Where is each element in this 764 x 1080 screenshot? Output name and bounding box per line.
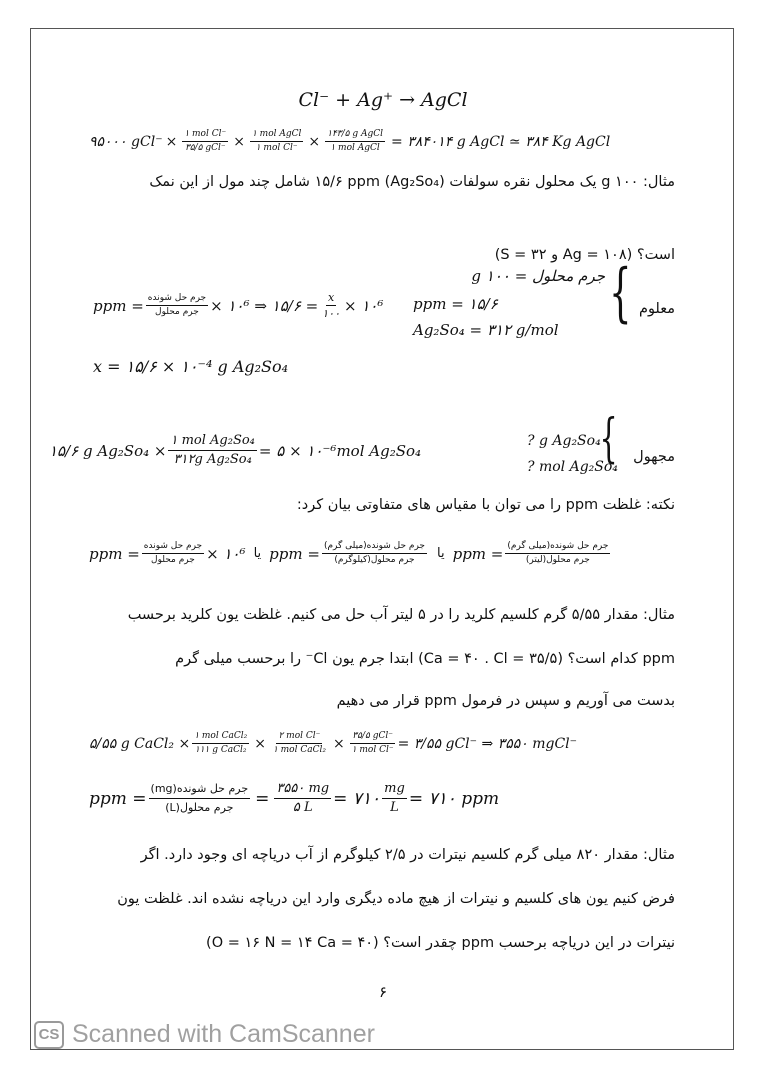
known-label: معلوم [638, 301, 675, 317]
document-page: Cl⁻ + Ag⁺ → AgCl ۹۵۰۰۰ gCl⁻ × $\frac{\text{۱ mol Cl⁻}}{\text{۳۵/۵ gCl⁻}}$ × $\frac{\text{۱ mol AgCl}}{\text{۱ mol Cl⁻}}$ × $\frac{\text{۱۴۳/۵ g AgCl}}{\text{۱ mol AgCl}}$ = ۳۸۴۰۱۴ g AgCl ≃ ۳۸۴ Kg AgCl مثال: ۱۰۰ g یک محلول نقره سولفات (Ag₂So₄) ۱۵/۶ ppm شامل چند مول از این نمک است؟ (Ag = ۱۰۸ و S = ۳۲) معلوم { جرم محلول = ۱۰۰ g ppm = ۱۵/۶ Ag₂So₄ = ۳۱۲ g/mol ppm = $\frac{\text{جرم حل شونده}}{\text{جرم محلول}}$ × ۱۰⁶ ⇒ ۱۵/۶ = $\frac{x}{۱۰۰}$ × ۱۰⁶ x = ۱۵/۶ × ۱۰⁻⁴ g Ag₂So₄ مجهول { ? g Ag₂So₄ ? mol Ag₂So₄ ۱۵/۶ g Ag₂So₄ × $\frac{\text{۱ mol Ag₂So₄}}{\text{۳۱۲g Ag₂So₄}}$ = ۵ × ۱۰⁻⁶mol Ag₂So₄ نکته: غلظت ppm را می توان با مقیاس های متفاوتی بیان کرد: ppm = $\frac{\text{جرم حل شونده}}{\text{جرم محلول}}$ × ۱۰⁶ یا ppm = $\frac{\text{جرم حل شونده(میلی گرم)}}{\text{جرم محلول(کیلوگرم)}}$ یا ppm = $\frac{\text{جرم حل شونده(میلی گرم)}}{\text{جرم محلول(لیتر)}}$ مثال: مقدار ۵/۵۵ گرم کلسیم کلرید را در ۵ لیتر آب حل می کنیم. غلظت یون کلرید برحسب ppm کدام است؟ (Ca = ۴۰ . Cl = ۳۵/۵) ابتدا جرم یون Cl⁻ را برحسب میلی گرم بدست می آوریم و سپس در فرمول ppm قرار می دهیم ۵/۵۵ g CaCl₂ × $\frac{\text{۱ mol CaCl₂}}{\text{۱۱۱ g CaCl₂}}$ × $\frac{\text{۲ mol Cl⁻}}{\text{۱ mol CaCl₂}}$ × $\frac{\text{۳۵/۵ gCl⁻}}{\text{۱ mol Cl⁻}}$ = ۳/۵۵ gCl⁻ ⇒ ۳۵۵۰ mgCl⁻ ppm = $\frac{\text{(mg)جرم حل شونده}}{\text{(L)جرم محلول}}$ = $\frac{۳۵۵۰ mg}{۵ L}$ = ۷۱۰ $\frac{mg}{L}$ = ۷۱۰ ppm مثال: مقدار ۸۲۰ میلی گرم کلسیم نیترات در ۲/۵ کیلوگرم از آب دریاچه ای وجود دارد. اگر فرض کنیم یون های کلسیم و نیترات از هیچ ماده دیگری وارد این دریاچه نشده اند. غلظت یون نیترات در این دریاچه برحسب ppm چقدر است؟ (O = ۱۶ N = ۱۴ Ca = ۴۰) ۶ [30, 28, 734, 1050]
unknown-conversion: ۱۵/۶ g Ag₂So₄ × $\frac{\text{۱ mol Ag₂So₄}}{\text{۳۱۲g Ag₂So₄}}$ = ۵ × ۱۰⁻⁶mol Ag₂So₄ [49, 433, 422, 467]
form-a-fraction: $\frac{\text{جرم حل شونده}}{\text{جرم محلول}}$ [143, 541, 203, 565]
eq1-fraction-3: $\frac{\text{۱۴۳/۵ g AgCl}}{\text{۱ mol AgCl}}$ [327, 129, 384, 153]
known-line-2: ppm = ۱۵/۶ [413, 295, 498, 313]
form-b-fraction: $\frac{\text{جرم حل شونده(میلی گرم)}}{\text{جرم محلول(کیلوگرم)}}$ [323, 541, 425, 565]
known-line-1: جرم محلول = ۱۰۰ g [471, 267, 605, 285]
eq1-fraction-1: $\frac{\text{۱ mol Cl⁻}}{\text{۳۵/۵ gCl⁻}}$ [184, 129, 227, 153]
reaction-text: Cl⁻ + Ag⁺ → AgCl [298, 89, 468, 111]
example-1-line-1: مثال: ۱۰۰ g یک محلول نقره سولفات (Ag₂So₄) ۱۵/۶ ppm شامل چند مول از این نمک [149, 174, 675, 190]
eq2-fraction-1: $\frac{\text{۱ mol CaCl₂}}{\text{۱۱۱ g CaCl₂}}$ [194, 731, 248, 755]
known-line-3: Ag₂So₄ = ۳۱۲ g/mol [413, 321, 559, 339]
example-2-line-1: مثال: مقدار ۵/۵۵ گرم کلسیم کلرید را در ۵ لیتر آب حل می کنیم. غلظت یون کلرید برحسب [127, 607, 675, 623]
known-block: معلوم { جرم محلول = ۱۰۰ g ppm = ۱۵/۶ Ag₂So₄ = ۳۱۲ g/mol [375, 265, 675, 345]
eq1-result: = ۳۸۴۰۱۴ g AgCl ≃ ۳۸۴ Kg AgCl [391, 133, 611, 150]
eq3-fraction-2: $\frac{۳۵۵۰ mg}{۵ L}$ [276, 781, 330, 815]
watermark-text: Scanned with CamScanner [72, 1020, 375, 1048]
eq2-fraction-3: $\frac{\text{۳۵/۵ gCl⁻}}{\text{۱ mol Cl⁻}}$ [351, 731, 394, 755]
page-number: ۶ [378, 983, 388, 1001]
unknown-line-1: ? g Ag₂So₄ [527, 433, 601, 449]
eq3-fraction-3: $\frac{mg}{L}$ [384, 781, 405, 815]
ppm-forms: ppm = $\frac{\text{جرم حل شونده}}{\text{جرم محلول}}$ × ۱۰⁶ یا ppm = $\frac{\text{جرم حل شونده(میلی گرم)}}{\text{جرم محلول(کیلوگرم)}}$ یا ppm = $\frac{\text{جرم حل شونده(میلی گرم)}}{\text{جرم محلول(لیتر)}}$ [89, 541, 609, 565]
conversion-equation-1: ۹۵۰۰۰ gCl⁻ × $\frac{\text{۱ mol Cl⁻}}{\text{۳۵/۵ gCl⁻}}$ × $\frac{\text{۱ mol AgCl}}{\text{۱ mol Cl⁻}}$ × $\frac{\text{۱۴۳/۵ g AgCl}}{\text{۱ mol AgCl}}$ = ۳۸۴۰۱۴ g AgCl ≃ ۳۸۴ Kg AgCl [89, 129, 611, 153]
ppm-result-equation: ppm = $\frac{\text{(mg)جرم حل شونده}}{\text{(L)جرم محلول}}$ = $\frac{۳۵۵۰ mg}{۵ L}$ = ۷۱۰ $\frac{mg}{L}$ = ۷۱۰ ppm [89, 781, 500, 815]
ppm1-fraction: $\frac{\text{جرم حل شونده}}{\text{جرم محلول}}$ [147, 293, 207, 317]
example-3-line-2: فرض کنیم یون های کلسیم و نیترات از هیچ ماده دیگری وارد این دریاچه نشده اند. غلظت یون [117, 891, 675, 907]
ppm-formula-1: ppm = $\frac{\text{جرم حل شونده}}{\text{جرم محلول}}$ × ۱۰⁶ ⇒ ۱۵/۶ = $\frac{x}{۱۰۰}$ × ۱۰⁶ [93, 291, 384, 320]
unknown-line-2: ? mol Ag₂So₄ [527, 459, 618, 475]
unknown-fraction: $\frac{\text{۱ mol Ag₂So₄}}{\text{۳۱۲g Ag₂So₄}}$ [170, 433, 255, 467]
eq1-fraction-2: $\frac{\text{۱ mol AgCl}}{\text{۱ mol Cl⁻}}$ [251, 129, 302, 153]
x-result: x = ۱۵/۶ × ۱۰⁻⁴ g Ag₂So₄ [93, 357, 289, 376]
camscanner-watermark [34, 1020, 375, 1049]
form-c-fraction: $\frac{\text{جرم حل شونده(میلی گرم)}}{\text{جرم محلول(لیتر)}}$ [507, 541, 609, 565]
ppm1-x-fraction: $\frac{x}{۱۰۰}$ [322, 291, 340, 320]
reaction-equation [31, 89, 735, 111]
note-text: نکته: غلظت ppm را می توان با مقیاس های متفاوتی بیان کرد: [296, 497, 675, 513]
eq2-fraction-2: $\frac{\text{۲ mol Cl⁻}}{\text{۱ mol CaCl₂}}$ [272, 731, 326, 755]
example-2-line-3: بدست می آوریم و سپس در فرمول ppm قرار می دهیم [336, 693, 675, 709]
example-1-line-2: است؟ (Ag = ۱۰۸ و S = ۳۲) [494, 247, 675, 263]
unknown-label: مجهول [633, 449, 675, 465]
eq3-fraction-1: $\frac{\text{(mg)جرم حل شونده}}{\text{(L)جرم محلول}}$ [150, 782, 249, 814]
conversion-equation-2: ۵/۵۵ g CaCl₂ × $\frac{\text{۱ mol CaCl₂}}{\text{۱۱۱ g CaCl₂}}$ × $\frac{\text{۲ mol Cl⁻}}{\text{۱ mol CaCl₂}}$ × $\frac{\text{۳۵/۵ gCl⁻}}{\text{۱ mol Cl⁻}}$ = ۳/۵۵ gCl⁻ ⇒ ۳۵۵۰ mgCl⁻ [89, 731, 578, 755]
eq1-start: ۹۵۰۰۰ gCl⁻ [89, 133, 163, 150]
camscanner-logo-icon: CS [34, 1021, 64, 1049]
example-3-line-1: مثال: مقدار ۸۲۰ میلی گرم کلسیم نیترات در ۲/۵ کیلوگرم از آب دریاچه ای وجود دارد. اگر [140, 847, 675, 863]
example-3-line-3: نیترات در این دریاچه برحسب ppm چقدر است؟ (O = ۱۶ N = ۱۴ Ca = ۴۰) [206, 935, 675, 951]
example-2-line-2: ppm کدام است؟ (Ca = ۴۰ . Cl = ۳۵/۵) ابتدا جرم یون Cl⁻ را برحسب میلی گرم [175, 651, 675, 667]
